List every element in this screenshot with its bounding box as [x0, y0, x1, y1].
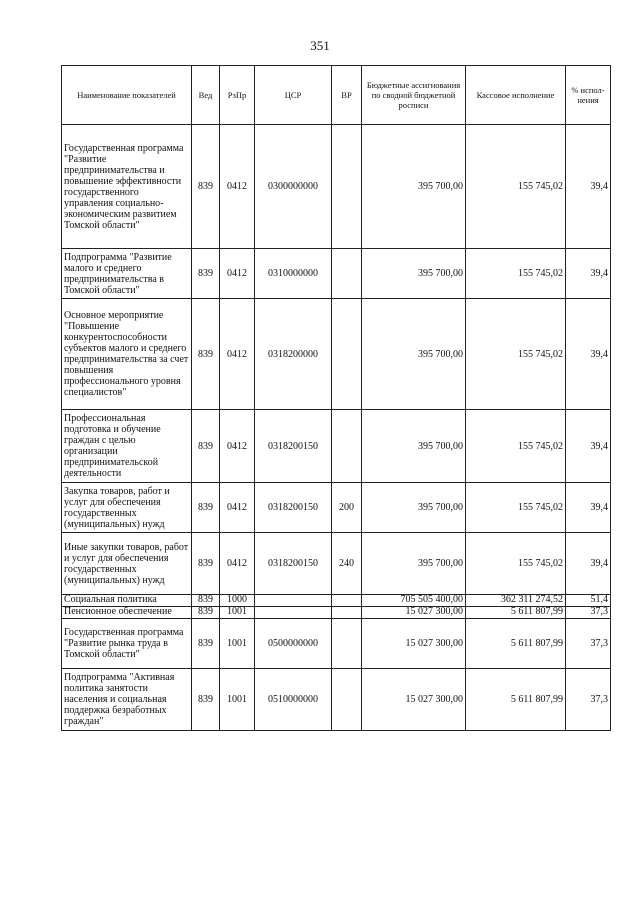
table-row: [62, 299, 611, 410]
row-ved: 839: [192, 595, 220, 607]
row-percent: 39,4: [566, 125, 611, 249]
row-assignments: 395 700,00: [362, 249, 466, 299]
row-vr: [332, 669, 362, 731]
table-row: [62, 249, 611, 299]
row-percent: 37,3: [566, 619, 611, 669]
row-rzpr: 0412: [220, 533, 255, 595]
row-name: Государственная программа "Развитие рынка труда в Томской области": [62, 619, 192, 669]
row-ved: 839: [192, 483, 220, 533]
row-csr: [255, 595, 332, 607]
header-name: Наименование показателей: [62, 66, 192, 125]
row-percent: 39,4: [566, 249, 611, 299]
row-csr: 0318200150: [255, 483, 332, 533]
row-cash: 155 745,02: [466, 299, 566, 410]
row-csr: 0318200150: [255, 533, 332, 595]
row-name: Подпрограмма "Развитие малого и среднего предпринимательства в Томской области": [62, 249, 192, 299]
header-csr: ЦСР: [255, 66, 332, 125]
row-ved: 839: [192, 619, 220, 669]
row-assignments: 15 027 300,00: [362, 607, 466, 619]
row-cash: 5 611 807,99: [466, 669, 566, 731]
row-cash: 155 745,02: [466, 533, 566, 595]
page-number: 351: [310, 38, 330, 53]
row-vr: [332, 299, 362, 410]
table-row: [62, 410, 611, 483]
row-name: Закупка товаров, работ и услуг для обеспечения государственных (муниципальных) нужд: [62, 483, 192, 533]
row-csr: [255, 607, 332, 619]
row-rzpr: 1001: [220, 669, 255, 731]
table-header-row: [62, 66, 611, 125]
row-cash: 155 745,02: [466, 125, 566, 249]
row-cash: 155 745,02: [466, 249, 566, 299]
row-ved: 839: [192, 410, 220, 483]
row-rzpr: 0412: [220, 483, 255, 533]
row-csr: 0318200150: [255, 410, 332, 483]
row-vr: [332, 595, 362, 607]
row-cash: 155 745,02: [466, 483, 566, 533]
row-percent: 39,4: [566, 483, 611, 533]
row-assignments: 395 700,00: [362, 483, 466, 533]
row-percent: 39,4: [566, 410, 611, 483]
row-rzpr: 1001: [220, 607, 255, 619]
table-row: [62, 125, 611, 249]
row-assignments: 15 027 300,00: [362, 619, 466, 669]
row-rzpr: 0412: [220, 299, 255, 410]
row-assignments: 395 700,00: [362, 533, 466, 595]
table-row: [62, 595, 611, 607]
row-vr: [332, 607, 362, 619]
row-name: Государственная программа "Развитие предпринимательства и повышение эффективности государственного управления социально-экономическим развитием Томской области": [62, 125, 192, 249]
table-row: [62, 533, 611, 595]
row-name: Профессиональная подготовка и обучение граждан с целью организации предпринимательской деятельности: [62, 410, 192, 483]
row-rzpr: 1000: [220, 595, 255, 607]
header-cash-execution: Кассовое исполнение: [466, 66, 566, 125]
row-percent: 51,4: [566, 595, 611, 607]
row-cash: 362 311 274,52: [466, 595, 566, 607]
row-cash: 5 611 807,99: [466, 619, 566, 669]
row-csr: 0300000000: [255, 125, 332, 249]
row-ved: 839: [192, 125, 220, 249]
header-assignments: Бюджетные ассигнования по сводной бюджетной росписи: [362, 66, 466, 125]
row-assignments: 395 700,00: [362, 125, 466, 249]
row-percent: 37,3: [566, 669, 611, 731]
table-row: [62, 483, 611, 533]
table-row: [62, 669, 611, 731]
header-rzpr: РзПр: [220, 66, 255, 125]
row-cash: 155 745,02: [466, 410, 566, 483]
row-vr: [332, 249, 362, 299]
row-csr: 0500000000: [255, 619, 332, 669]
row-assignments: 395 700,00: [362, 299, 466, 410]
row-csr: 0510000000: [255, 669, 332, 731]
budget-execution-table: [61, 65, 611, 731]
row-vr: [332, 619, 362, 669]
row-name: Подпрограмма "Активная политика занятости населения и социальная поддержка безработных граждан": [62, 669, 192, 731]
row-name: Основное мероприятие "Повышение конкурентоспособности субъектов малого и среднего предпринимательства за счет повышения профессионального уровня специалистов": [62, 299, 192, 410]
row-vr: 200: [332, 483, 362, 533]
row-cash: 5 611 807,99: [466, 607, 566, 619]
row-rzpr: 0412: [220, 125, 255, 249]
row-assignments: 395 700,00: [362, 410, 466, 483]
row-csr: 0310000000: [255, 249, 332, 299]
row-ved: 839: [192, 533, 220, 595]
row-rzpr: 0412: [220, 410, 255, 483]
table-row: [62, 619, 611, 669]
row-rzpr: 0412: [220, 249, 255, 299]
row-rzpr: 1001: [220, 619, 255, 669]
row-percent: 39,4: [566, 299, 611, 410]
row-vr: [332, 125, 362, 249]
row-name: Пенсионное обеспечение: [62, 607, 192, 619]
row-vr: [332, 410, 362, 483]
header-percent: % испол-нения: [566, 66, 611, 125]
row-ved: 839: [192, 299, 220, 410]
row-name: Иные закупки товаров, работ и услуг для обеспечения государственных (муниципальных) нужд: [62, 533, 192, 595]
row-assignments: 15 027 300,00: [362, 669, 466, 731]
row-percent: 37,3: [566, 607, 611, 619]
row-percent: 39,4: [566, 533, 611, 595]
row-csr: 0318200000: [255, 299, 332, 410]
row-ved: 839: [192, 607, 220, 619]
row-assignments: 705 505 400,00: [362, 595, 466, 607]
row-name: Социальная политика: [62, 595, 192, 607]
row-ved: 839: [192, 249, 220, 299]
header-vr: ВР: [332, 66, 362, 125]
row-vr: 240: [332, 533, 362, 595]
row-ved: 839: [192, 669, 220, 731]
table-row: [62, 607, 611, 619]
header-ved: Вед: [192, 66, 220, 125]
